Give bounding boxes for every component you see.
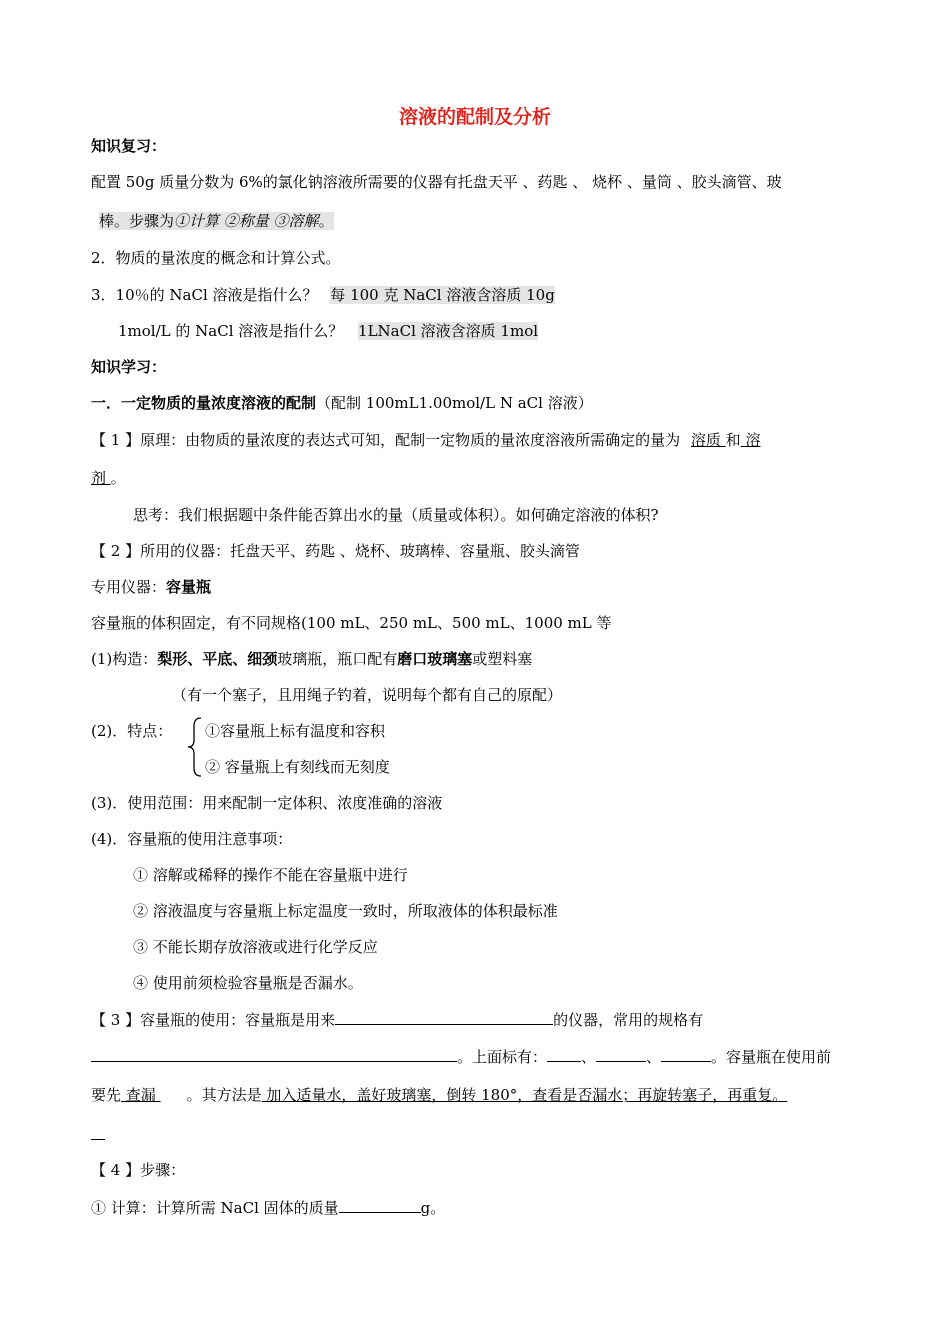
note-2: ② 溶液温度与容量瓶上标定温度一致时，所取液体的体积最标准 <box>133 902 558 920</box>
usage-sep1: 、 <box>581 1048 597 1066</box>
review-q2: 2．物质的量浓度的概念和计算公式。 <box>91 249 341 267</box>
step-calc-text: ① 计算：计算所需 NaCl 固体的质量 <box>91 1199 339 1217</box>
think-question: 思考：我们根据题中条件能否算出水的量（质量或体积）。如何确定溶液的体积? <box>133 506 659 524</box>
principle-text: 【 1 】原理：由物质的量浓度的表达式可知，配制一定物质的量浓度溶液所需确定的量为 <box>91 431 681 449</box>
review-q1-answer <box>99 212 334 230</box>
usage-blank-purpose[interactable] <box>335 1009 553 1025</box>
feature-1: ①容量瓶上标有温度和容积 <box>205 722 386 740</box>
structure-bold2: 磨口玻璃塞 <box>397 650 473 668</box>
note-4: ④ 使用前须检验容量瓶是否漏水。 <box>133 974 363 992</box>
structure-label: (1)构造： <box>91 650 158 668</box>
note-3: ③ 不能长期存放溶液或进行化学反应 <box>133 938 378 956</box>
principle-answer-solvent-b: 剂 <box>91 469 111 487</box>
principle-end: 。 <box>110 469 126 487</box>
curly-brace-icon <box>187 716 203 778</box>
principle-answer-solvent-a: 溶 <box>740 431 761 449</box>
page-title: 溶液的配制及分析 <box>398 106 551 128</box>
usage-answer-method: 加入适量水，盖好玻璃塞，倒转 180°，查看是否漏水；再旋转塞子，再重复。 <box>261 1086 788 1104</box>
usage-scope: (3)．使用范围：用来配制一定体积、浓度准确的溶液 <box>91 794 443 812</box>
review-q4-answer: 1LNaCl 溶液含溶质 1mol <box>358 322 539 340</box>
review-q1-steps: ①计算 ②称量 ③溶解 <box>174 212 319 230</box>
review-q1-end: 。 <box>318 212 334 230</box>
review-q3-text: 3．10％的 NaCl 溶液是指什么？ <box>91 286 318 304</box>
review-q3 <box>91 285 555 305</box>
step-calc <box>91 1197 445 1218</box>
structure-end: 或塑料塞 <box>472 650 533 668</box>
usage-sep2: 、 <box>646 1048 662 1066</box>
usage-text-a: 【 3 】容量瓶的使用：容量瓶是用来 <box>91 1011 336 1029</box>
review-q1-steps-label: 棒。步骤为 <box>99 212 175 230</box>
usage-blank-mark2[interactable] <box>596 1046 646 1062</box>
usage-answer-check: 查漏 <box>121 1086 161 1104</box>
special-label: 专用仪器： <box>91 578 167 596</box>
note-1: ① 溶解或稀释的操作不能在容量瓶中进行 <box>133 866 408 884</box>
section1-title <box>91 393 593 413</box>
structure-bold1: 梨形、平底、细颈 <box>157 650 278 668</box>
steps-label: 【 4 】步骤： <box>91 1161 186 1179</box>
usage-text-d: 。容量瓶在使用前 <box>711 1048 832 1066</box>
review-q4-text: 1mol/L 的 NaCl 溶液是指什么？ <box>118 322 344 340</box>
usage-blank-specs[interactable] <box>91 1046 457 1062</box>
usage-answer-underline-tail <box>91 1139 105 1140</box>
principle-line2 <box>91 468 126 488</box>
usage-line2 <box>91 1046 831 1067</box>
usage-blank-mark1[interactable] <box>547 1046 581 1062</box>
structure-note: （有一个塞子，且用绳子钓着，说明每个都有自己的原配） <box>172 686 563 704</box>
special-value: 容量瓶 <box>166 578 212 596</box>
usage-line1 <box>91 1009 703 1030</box>
principle-and: 和 <box>725 431 741 449</box>
review-heading: 知识复习： <box>91 137 167 155</box>
structure-line <box>91 649 532 669</box>
study-heading: 知识学习： <box>91 358 167 376</box>
spec-description: 容量瓶的体积固定，有不同规格(100 mL、250 mL、500 mL、1000 mL 等 <box>91 614 612 632</box>
review-q1-line2 <box>99 211 334 231</box>
review-q1-text: 配置 50g 质量分数为 6%的氯化钠溶液所需要的仪器有托盘天平 、药匙 、 烧杯 、量筒 、胶头滴管、玻 <box>91 173 782 191</box>
step-calc-blank[interactable] <box>339 1197 421 1213</box>
structure-mid: 玻璃瓶，瓶口配有 <box>277 650 398 668</box>
instruments: 【 2 】所用的仪器：托盘天平、药匙 、烧杯、玻璃棒、容量瓶、胶头滴管 <box>91 542 580 560</box>
review-q1-line1 <box>91 172 782 192</box>
usage-line3 <box>91 1085 787 1105</box>
usage-text-b: 的仪器，常用的规格有 <box>553 1011 704 1029</box>
usage-blank-mark3[interactable] <box>661 1046 711 1062</box>
review-q4 <box>118 321 538 341</box>
usage-text-e: 要先 <box>91 1086 122 1104</box>
section1-bold: 一．一定物质的量浓度溶液的配制 <box>91 394 317 412</box>
usage-text-c: 。上面标有： <box>457 1048 548 1066</box>
review-q3-answer: 每 100 克 NaCl 溶液含溶质 10g <box>330 286 555 304</box>
special-instrument <box>91 577 211 597</box>
feature-label: (2)．特点： <box>91 722 173 740</box>
feature-2: ② 容量瓶上有刻线而无刻度 <box>205 758 390 776</box>
usage-text-f: 。其方法是 <box>186 1086 262 1104</box>
section1-rest: （配制 100mL1.00mol/L N aCl 溶液） <box>316 394 593 412</box>
notes-label: (4)．容量瓶的使用注意事项： <box>91 830 293 848</box>
step-calc-unit: g。 <box>420 1199 446 1217</box>
principle-line1 <box>91 430 760 450</box>
principle-answer-solute: 溶质 <box>690 431 726 449</box>
